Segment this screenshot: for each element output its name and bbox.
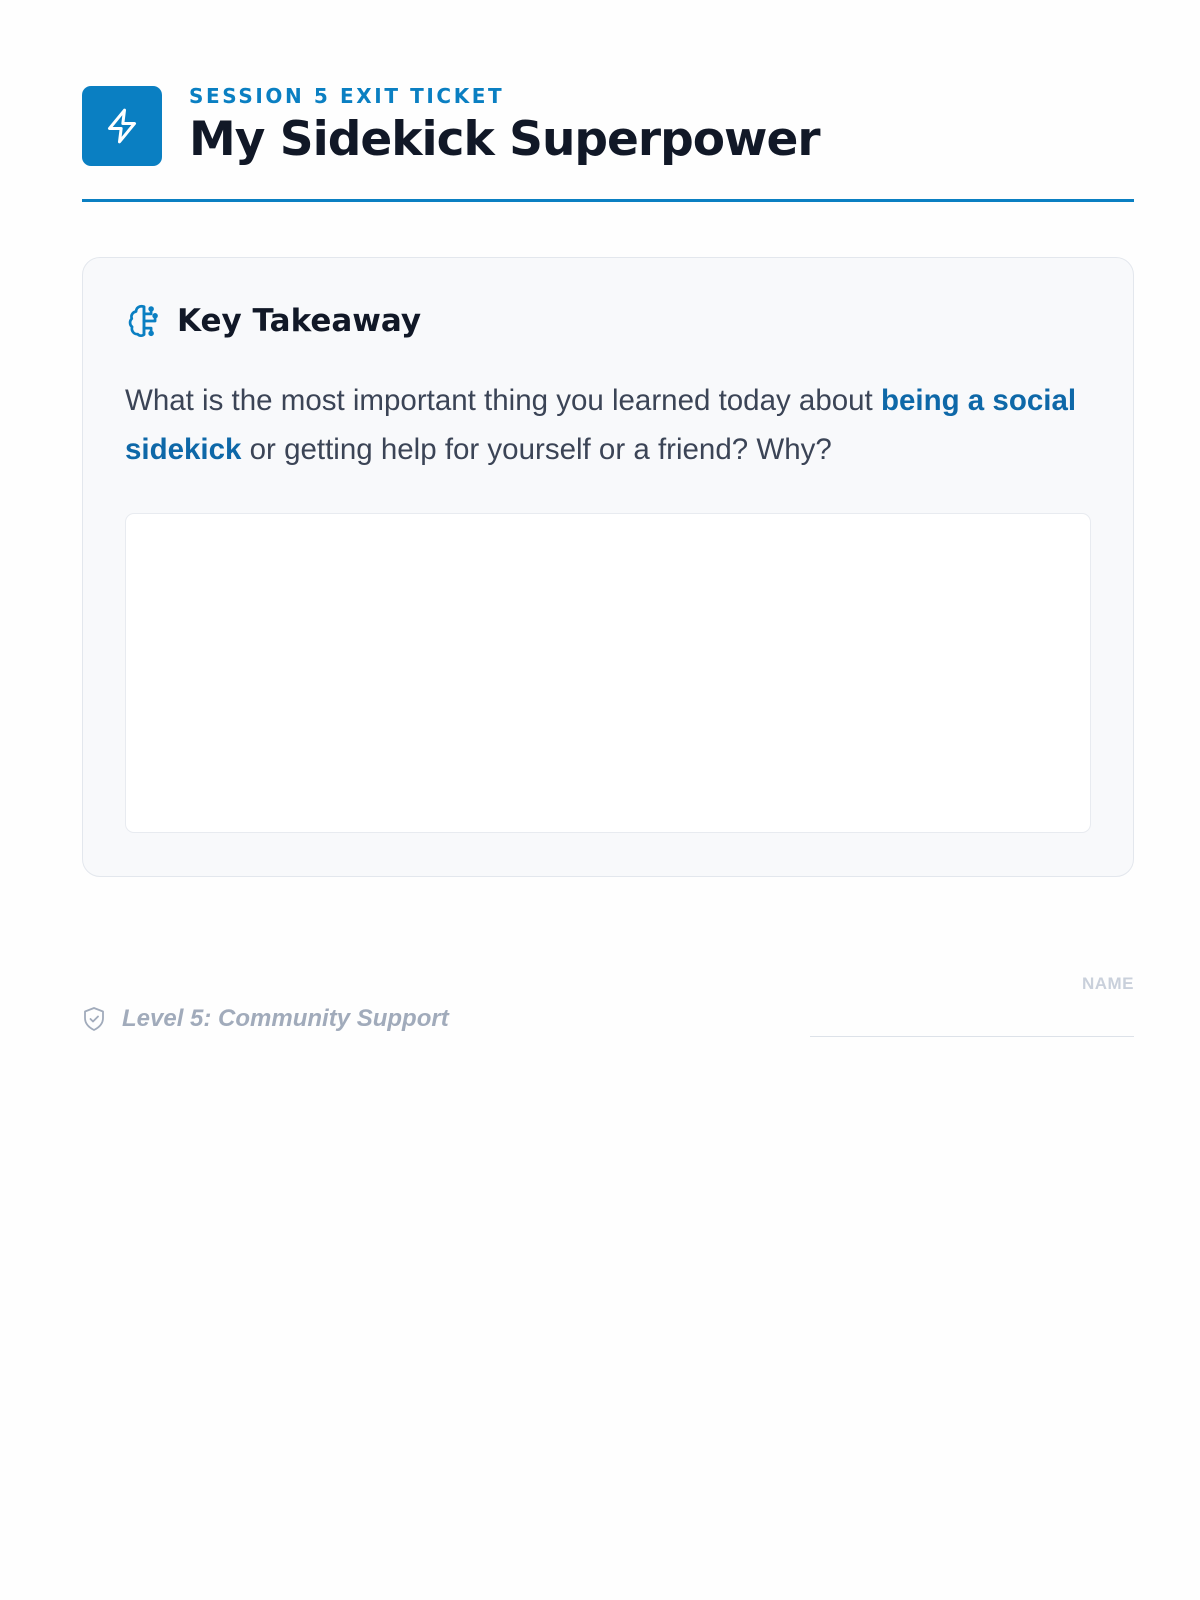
key-takeaway-card [82, 257, 1134, 877]
page-title: My Sidekick Superpower [189, 112, 820, 167]
level-text: Level 5: Community Support [122, 1005, 449, 1032]
name-field[interactable] [810, 1036, 1134, 1037]
prompt-text-end: or getting help for yourself or a friend? Why? [241, 433, 832, 466]
session-label: SESSION 5 EXIT TICKET [189, 84, 505, 108]
prompt-highlight: being a social sidekick [125, 384, 1077, 466]
page-header [82, 84, 1134, 202]
brain-icon [125, 302, 163, 340]
answer-box[interactable] [125, 513, 1091, 833]
name-label: NAME [1081, 974, 1134, 993]
shield-check-icon [82, 1006, 106, 1032]
header-badge [82, 86, 162, 166]
card-header [125, 302, 421, 340]
lightning-bolt-icon [102, 106, 142, 146]
level-indicator [82, 1005, 449, 1033]
prompt-text: What is the most important thing you learned today about [125, 384, 881, 417]
card-title: Key Takeaway [177, 303, 422, 339]
question-prompt [125, 376, 1085, 474]
